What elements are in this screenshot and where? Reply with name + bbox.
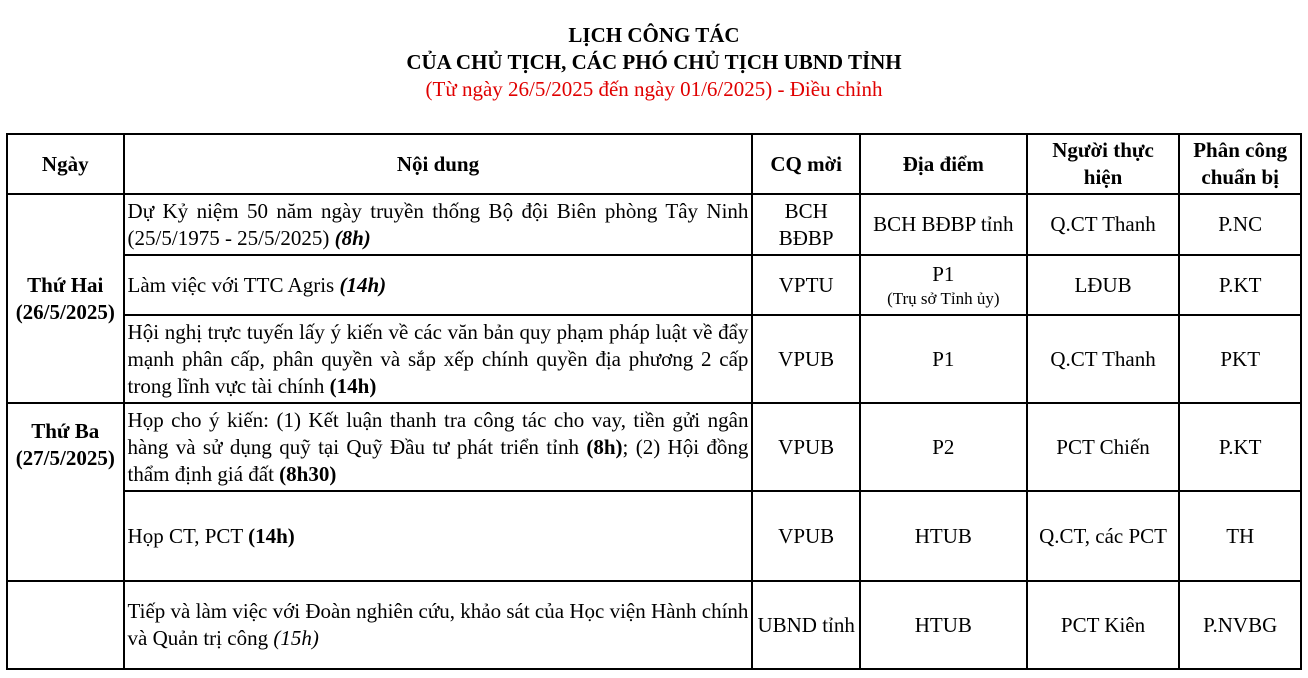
col-header-prep-label: Phân công chuẩn bị — [1193, 138, 1288, 189]
time-text: (14h) — [339, 272, 387, 297]
date-range-subtitle: (Từ ngày 26/5/2025 đến ngày 01/6/2025) - Điều chỉnh — [425, 77, 883, 101]
day-date: (26/5/2025) — [15, 299, 115, 324]
performer-cell: PCT Kiên — [1027, 581, 1180, 669]
col-header-performer-label: Người thực hiện — [1052, 138, 1154, 189]
time-text: (8h) — [586, 434, 623, 459]
prep-cell: P.NVBG — [1179, 581, 1301, 669]
document-subtitle-title: CỦA CHỦ TỊCH, CÁC PHÓ CHỦ TỊCH UBND TỈNH — [406, 50, 902, 74]
host-cell: VPUB — [752, 491, 859, 581]
table-row — [7, 491, 1301, 581]
col-header-performer — [1027, 134, 1180, 194]
performer-cell: PCT Chiến — [1027, 403, 1180, 491]
prep-cell: P.NC — [1179, 194, 1301, 255]
location-note: (Trụ sở Tỉnh ủy) — [887, 288, 1000, 308]
host-text: BCH BĐBP — [778, 198, 834, 250]
time-text: (8h) — [334, 225, 371, 250]
document-title: LỊCH CÔNG TÁC — [568, 23, 740, 47]
host-cell — [752, 581, 859, 669]
table-row — [7, 194, 1301, 255]
time-text: (8h30) — [279, 461, 337, 486]
host-cell: VPUB — [752, 315, 859, 403]
day-name: Thứ Ba — [31, 419, 100, 443]
content-text: Làm việc với TTC Agris — [127, 272, 335, 297]
content-cell — [124, 403, 753, 491]
prep-cell: TH — [1179, 491, 1301, 581]
location-cell: P2 — [860, 403, 1027, 491]
time-text: (14h) — [329, 373, 377, 398]
table-row — [7, 255, 1301, 315]
time-text: (14h) — [248, 523, 295, 548]
location-cell — [860, 255, 1027, 315]
content-cell — [124, 581, 753, 669]
location-cell: BCH BĐBP tỉnh — [860, 194, 1027, 255]
host-cell: VPUB — [752, 403, 859, 491]
host-cell — [752, 194, 859, 255]
day-cell-monday — [7, 194, 124, 403]
content-text: Dự Kỷ niệm 50 năm ngày truyền thống Bộ đội Biên phòng Tây Ninh (25/5/1975 - 25/5/2025) — [127, 198, 749, 250]
table-row — [7, 315, 1301, 403]
prep-cell: P.KT — [1179, 403, 1301, 491]
table-row — [7, 403, 1301, 491]
prep-cell: P.KT — [1179, 255, 1301, 315]
content-cell — [124, 194, 753, 255]
col-header-day: Ngày — [7, 134, 124, 194]
location-cell: P1 — [860, 315, 1027, 403]
table-row — [7, 581, 1301, 669]
col-header-host: CQ mời — [752, 134, 859, 194]
location-cell: HTUB — [860, 491, 1027, 581]
performer-cell: LĐUB — [1027, 255, 1180, 315]
day-cell-empty — [7, 581, 124, 669]
location-cell: HTUB — [860, 581, 1027, 669]
content-text: Hội nghị trực tuyến lấy ý kiến về các văn bản quy phạm pháp luật về đẩy mạnh phân cấp, phân quyền và sắp xếp chính quyền địa phương 2 cấp trong lĩnh vực tài chính — [127, 319, 749, 398]
time-text: (15h) — [273, 626, 319, 650]
day-cell-tuesday — [7, 403, 124, 581]
content-cell — [124, 255, 753, 315]
prep-cell: PKT — [1179, 315, 1301, 403]
performer-cell: Q.CT Thanh — [1027, 194, 1180, 255]
day-date: (27/5/2025) — [15, 446, 115, 470]
document-header — [0, 0, 1308, 102]
col-header-location: Địa điểm — [860, 134, 1027, 194]
host-cell: VPTU — [752, 255, 859, 315]
col-header-prep — [1179, 134, 1301, 194]
location-text: P1 — [932, 261, 955, 286]
host-text: UBND tỉnh — [757, 612, 855, 637]
content-cell — [124, 491, 753, 581]
performer-cell: Q.CT Thanh — [1027, 315, 1180, 403]
content-text: Họp cho ý kiến: (1) Kết luận thanh tra công tác cho vay, tiền gửi ngân hàng và sử dụng quỹ tại Quỹ Đầu tư phát triển tỉnh — [127, 407, 749, 459]
col-header-content: Nội dung — [124, 134, 753, 194]
performer-cell: Q.CT, các PCT — [1027, 491, 1180, 581]
content-cell — [124, 315, 753, 403]
content-text: Tiếp và làm việc với Đoàn nghiên cứu, khảo sát của Học viện Hành chính và Quản trị công — [127, 599, 749, 650]
schedule-table — [6, 133, 1302, 670]
table-header-row — [7, 134, 1301, 194]
content-text: Họp CT, PCT — [127, 523, 243, 548]
content-text: ; (2) Hội đồng thẩm định giá đất — [127, 434, 749, 486]
day-name: Thứ Hai — [27, 272, 104, 297]
